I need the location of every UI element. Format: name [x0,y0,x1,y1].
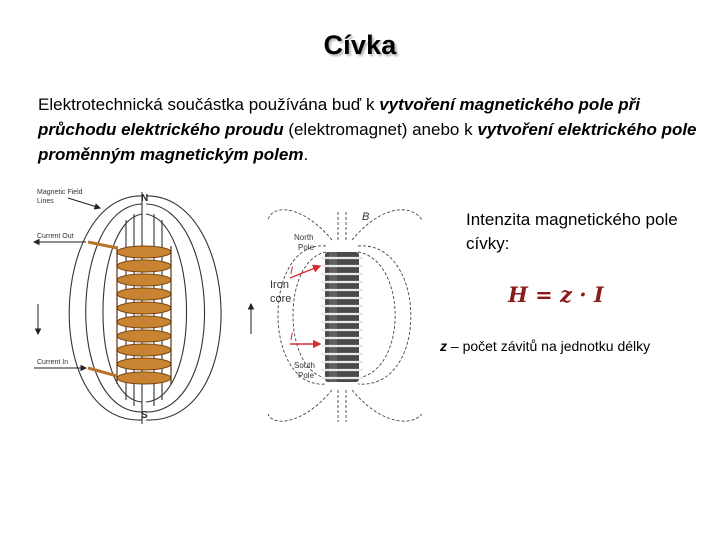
intro-text-1: Elektrotechnická součástka používána buď k [38,95,380,114]
slide-title: Cívka [323,30,397,60]
iron-core-solenoid-diagram [262,200,434,432]
intro-text-2: (elektromagnet) anebo k [283,120,478,139]
iron-core-label-1: Iron [270,279,289,291]
north-pole-label-1: North [294,233,314,242]
north-pole-label-2: Pole [298,243,315,252]
intensity-formula: H = z · I [508,282,604,307]
note-text: – počet závitů na jednotku délky [447,338,651,354]
south-pole-label-2: Pole [298,371,315,380]
south-label: S [141,410,148,421]
current-in-label: Current In [37,359,69,366]
north-label: N [141,193,149,204]
field-lines-label-1: Magnetic Field [37,189,83,196]
iron-core-label-2: core [270,293,292,305]
intro-emphasis-2: vytvoření elektrického pole proměnným magnetickým polem [38,120,697,164]
intro-emphasis-1: vytvoření magnetického pole při průchodu elektrického proudu [38,95,640,139]
note-symbol: z [440,338,447,354]
current-symbol-bottom: I [290,331,294,343]
intro-paragraph [38,92,698,167]
current-out-label: Current Out [37,233,74,240]
south-pole-label-1: South [294,361,315,370]
solenoid-field-diagram [30,184,260,434]
b-field-label: B [362,211,370,223]
formula-note [440,338,710,354]
intensity-label: Intenzita magnetického pole cívky: [466,210,678,253]
field-lines-label-2: Lines [37,198,54,205]
current-symbol-top: I [290,265,294,277]
intro-text-3: . [303,145,309,164]
coil-windings [117,246,171,384]
